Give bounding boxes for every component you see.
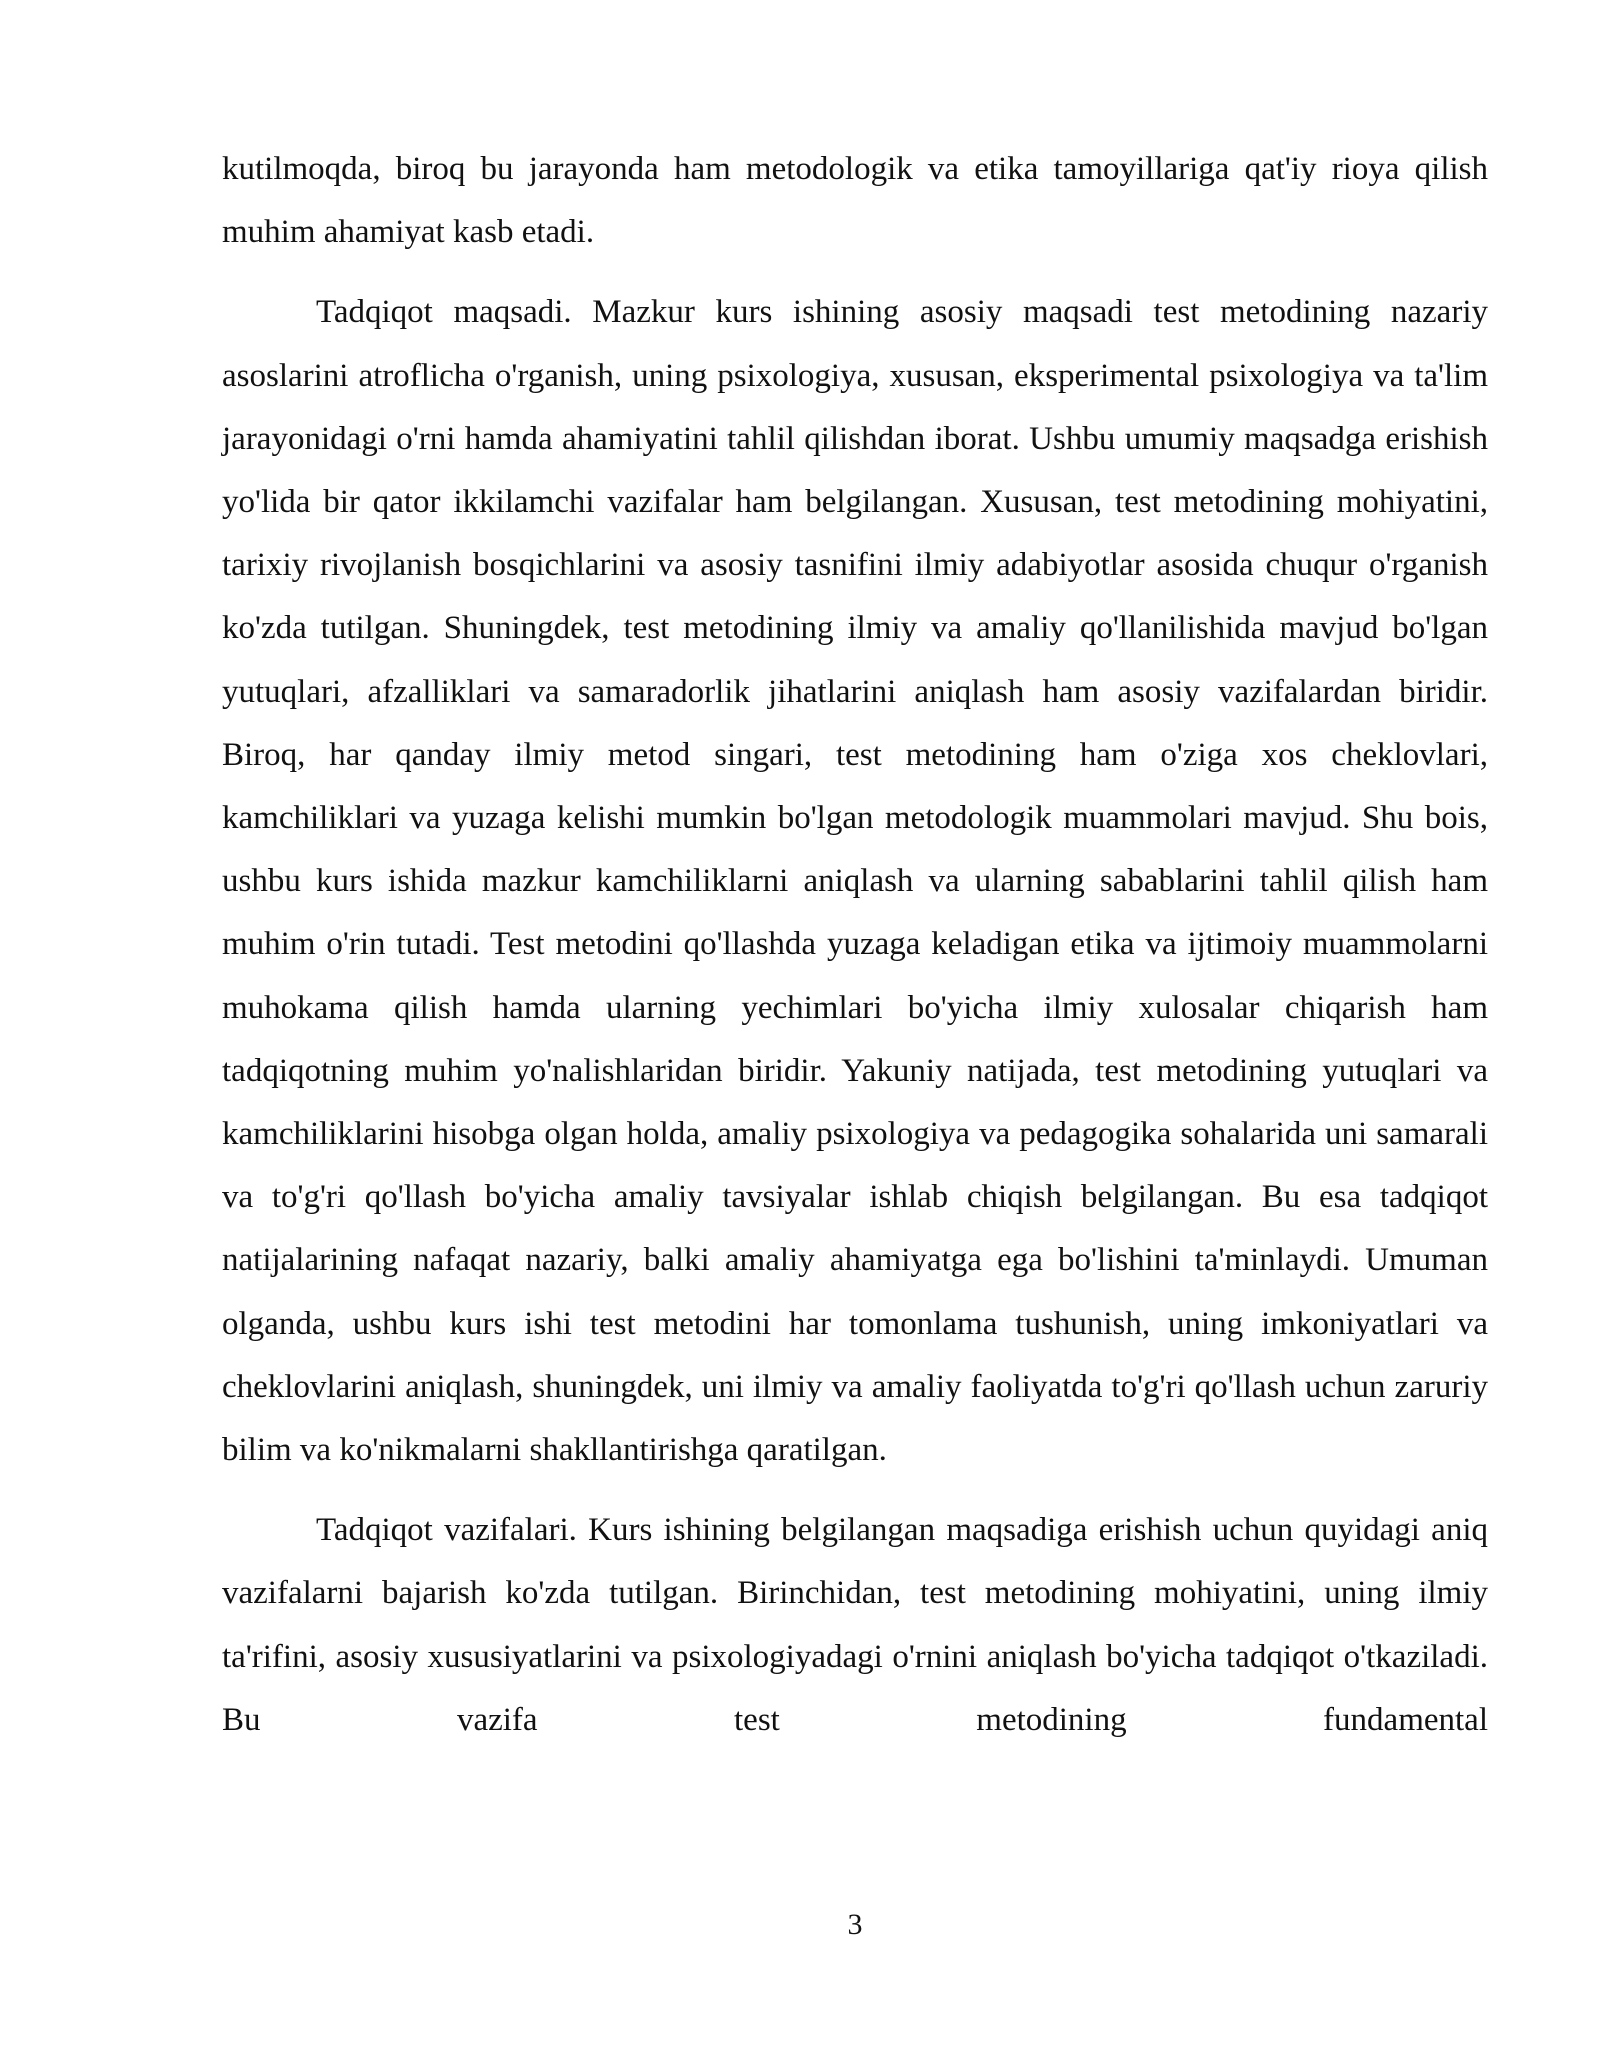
page-number: 3 bbox=[847, 1908, 863, 1941]
paragraph-research-aim: Tadqiqot maqsadi. Mazkur kurs ishining asosiy maqsadi test metodining nazariy asoslarini atroflicha o'rganish, uning psixologiya, xususan, eksperimental psixologiya va ta'lim jarayonidagi o'rni hamda ahamiyatini tahlil qilishdan iborat. Ushbu umumiy maqsadga erishish yo'lida bir qator ikkilamchi vazifalar ham belgilangan. Xususan, test metodining mohiyatini, tarixiy rivojlanish bosqichlarini va asosiy tasnifini ilmiy adabiyotlar asosida chuqur o'rganish ko'zda tutilgan. Shuningdek, test metodining ilmiy va amaliy qo'llanilishida mavjud bo'lgan yutuqlari, afzalliklari va samaradorlik jihatlarini aniqlash ham asosiy vazifalardan biridir. Biroq, har qanday ilmiy metod singari, test metodining ham o'ziga xos cheklovlari, kamchiliklari va yuzaga kelishi mumkin bo'lgan metodologik muammolari mavjud. Shu bois, ushbu kurs ishida mazkur kamchiliklarni aniqlash va ularning sabablarini tahlil qilish ham muhim o'rin tutadi. Test metodini qo'llashda yuzaga keladigan etika va ijtimoiy muammolarni muhokama qilish hamda ularning yechimlari bo'yicha ilmiy xulosalar chiqarish ham tadqiqotning muhim yo'nalishlaridan biridir. Yakuniy natijada, test metodining yutuqlari va kamchiliklarini hisobga olgan holda, amaliy psixologiya va pedagogika sohalarida uni samarali va to'g'ri qo'llash bo'yicha amaliy tavsiyalar ishlab chiqish belgilangan. Bu esa tadqiqot natijalarining nafaqat nazariy, balki amaliy ahamiyatga ega bo'lishini ta'minlaydi. Umuman olganda, ushbu kurs ishi test metodini har tomonlama tushunish, uning imkoniyatlari va cheklovlarini aniqlash, shuningdek, uni ilmiy va amaliy faoliyatda to'g'ri qo'llash uchun zaruriy bilim va ko'nikmalarni shakllantirishga qaratilgan. bbox=[222, 294, 1488, 1469]
paragraph-continuation: kutilmoqda, biroq bu jarayonda ham metodologik va etika tamoyillariga qat'iy rioya qilish muhim ahamiyat kasb etadi. bbox=[222, 151, 1488, 251]
paragraph-research-tasks: Tadqiqot vazifalari. Kurs ishining belgilangan maqsadiga erishish uchun quyidagi aniq vazifalarni bajarish ko'zda tutilgan. Birinchidan, test metodining mohiyatini, uning ilmiy ta'rifini, asosiy xususiyatlarini va psixologiyadagi o'rnini aniqlash bo'yicha tadqiqot o'tkaziladi. Bu vazifa test metodining fundamental bbox=[222, 1512, 1488, 1738]
body-text bbox=[222, 138, 1488, 1752]
